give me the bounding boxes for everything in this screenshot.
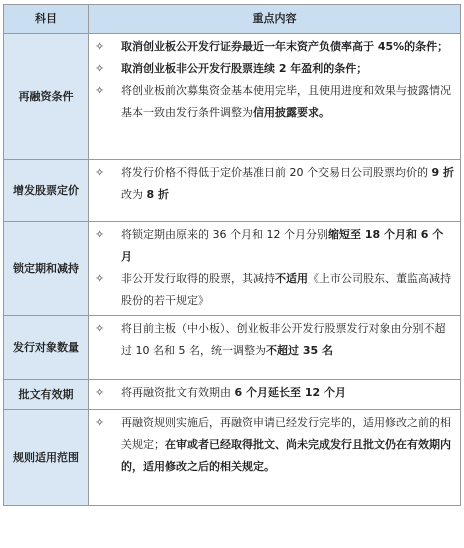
emphasis-text: 不适用 [275,272,308,285]
list-item [95,224,454,268]
diamond-bullet-icon: ✧ [95,62,105,75]
plain-text: 《上市公司股东、董监高减持股份的若干规定》 [121,272,451,307]
row-content [89,410,461,506]
item-text [121,58,454,80]
row-content [89,160,461,222]
table-row [4,160,461,222]
list-item [95,162,454,206]
emphasis-text: 8 折 [146,188,169,201]
emphasis-text: 缩短至 18 个月和 6 个月 [121,228,444,263]
emphasis-text: 9 折 [431,166,454,179]
table-row [4,34,461,160]
plain-text: 将再融资批文有效期由 [121,386,235,399]
emphasis-text: 6 个月延长至 12 个月 [234,386,346,399]
table-row [4,316,461,380]
item-text [121,162,454,206]
list-item [95,412,454,478]
row-subject: 批文有效期 [4,380,89,410]
list-item [95,36,454,58]
row-subject: 发行对象数量 [4,316,89,380]
plain-text: 将创业板前次募集资金基本使用完毕，且使用进度和效果与披露情况基本一致由发行条件调整为 [121,84,451,119]
row-content [89,222,461,316]
row-content [89,34,461,160]
table-row [4,410,461,506]
plain-text: 再融资规则实施后，再融资申请已经发行完毕的，适用修改之前的相关规定； [121,416,451,451]
plain-text: 将目前主板（中小板）、创业板非公开发行股票发行对象由分别不超过 10 名和 5 名，统一调整为 [121,322,446,357]
diamond-bullet-icon: ✧ [95,386,105,399]
table-row [4,380,461,410]
diamond-bullet-icon: ✧ [95,228,105,241]
header-row [4,5,461,34]
item-text [121,412,454,478]
list-item [95,58,454,80]
diamond-bullet-icon: ✧ [95,272,105,285]
row-content [89,316,461,380]
emphasis-text: 取消创业板公开发行证券最近一年末资产负债率高于 45%的条件； [121,40,449,53]
row-content [89,380,461,410]
emphasis-text: 取消创业板非公开发行股票连续 2 年盈利的条件； [121,62,368,75]
list-item [95,382,454,404]
list-item [95,318,454,362]
plain-text: 将锁定期由原来的 36 个月和 12 个月分别 [121,228,328,241]
header-content: 重点内容 [89,5,461,34]
table-row [4,222,461,316]
list-item [95,80,454,124]
item-text [121,268,454,312]
item-text [121,80,454,124]
item-text [121,224,454,268]
item-text [121,318,454,362]
emphasis-text: 信用披露要求。 [253,106,330,119]
policy-table [3,4,461,506]
row-subject: 再融资条件 [4,34,89,160]
diamond-bullet-icon: ✧ [95,40,105,53]
diamond-bullet-icon: ✧ [95,84,105,97]
plain-text: 改为 [121,188,147,201]
diamond-bullet-icon: ✧ [95,322,105,335]
emphasis-text: 在审或者已经取得批文、尚未完成发行且批文仍在有效期内的，适用修改之后的相关规定。 [121,438,451,473]
item-text [121,382,454,404]
plain-text: 非公开发行取得的股票，其减持 [121,272,275,285]
list-item [95,268,454,312]
plain-text: 将发行价格不得低于定价基准日前 20 个交易日公司股票均价的 [121,166,432,179]
diamond-bullet-icon: ✧ [95,416,105,429]
diamond-bullet-icon: ✧ [95,166,105,179]
header-subject: 科目 [4,5,89,34]
emphasis-text: 不超过 35 名 [265,344,333,357]
row-subject: 锁定期和减持 [4,222,89,316]
row-subject: 规则适用范围 [4,410,89,506]
row-subject: 增发股票定价 [4,160,89,222]
item-text [121,36,454,58]
